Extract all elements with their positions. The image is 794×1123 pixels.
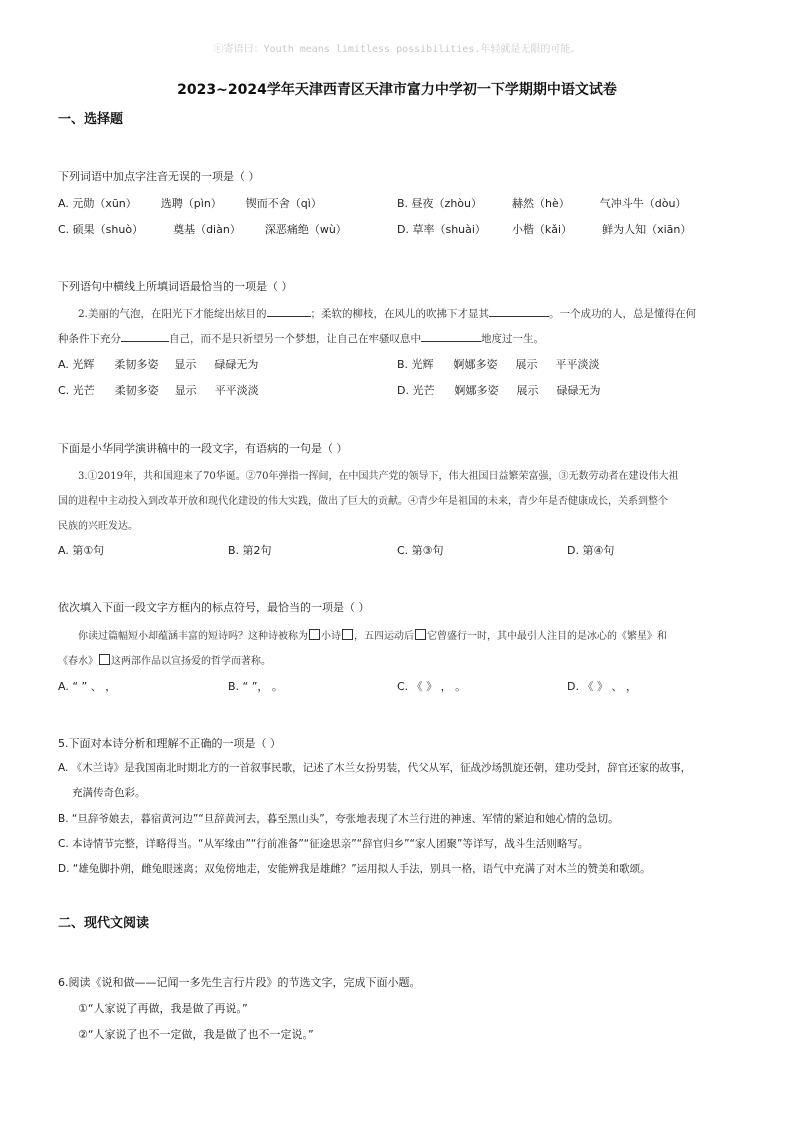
fill-blank — [267, 306, 311, 317]
option-d[interactable] — [397, 382, 600, 398]
question-stem: 依次填入下面一段文字方框内的标点符号，最恰当的一项是（ ） — [58, 601, 370, 614]
option-a[interactable]: A. “ ” 、 ， — [58, 680, 117, 693]
option-text: B. 光辉 — [397, 358, 434, 371]
passage-text: 2.美丽的气泡，在阳光下才能绽出炫目的 — [78, 308, 267, 320]
option-text: 平平淡淡 — [555, 358, 600, 371]
option-text: C. 光芒 — [58, 384, 95, 397]
option-text: 展示 — [516, 384, 539, 397]
passage-text: 种条件下充分 — [58, 333, 121, 345]
option-text: B. 昼夜（zhòu） — [397, 197, 482, 210]
passage-text: 这两部作品以宣扬爱的哲学而著称。 — [111, 656, 271, 667]
page-title: 2023~2024学年天津西青区天津市富力中学初一下学期期中语文试卷 — [177, 82, 617, 98]
passage-text: ；柔软的柳枝，在风儿的吹拂下才显其 — [310, 308, 490, 320]
option-a[interactable] — [58, 356, 258, 372]
option-a[interactable]: A. 第①句 — [58, 544, 105, 557]
passage-line — [78, 627, 667, 642]
option-b[interactable] — [397, 195, 686, 211]
passage-text: ，五四运动后 — [354, 631, 414, 642]
option-text: 深恶痛绝（wù） — [264, 223, 347, 236]
passage-line — [78, 306, 696, 321]
option-d[interactable] — [397, 221, 691, 237]
option-b[interactable]: B. 第2句 — [228, 544, 272, 557]
option-text: 平平淡淡 — [214, 384, 259, 397]
option-text: 选聘（pìn） — [160, 197, 222, 210]
option-d[interactable]: D. “雄兔脚扑朔，雌兔眼迷离；双兔傍地走，安能辨我是雄雌？”运用拟人手法，别具一格，语气中充满了对木兰的赞美和歌颂。 — [58, 863, 651, 875]
option-text: A. 元勋（xūn） — [58, 197, 137, 210]
question-stem: 下列词语中加点字注音无误的一项是（ ） — [58, 170, 260, 183]
fill-blank — [421, 331, 481, 342]
option-text: 婀娜多姿 — [453, 358, 498, 371]
punctuation-box — [342, 629, 353, 640]
question-stem: 5.下面对本诗分析和理解不正确的一项是（ ） — [58, 737, 281, 750]
option-b[interactable] — [397, 356, 600, 372]
fill-blank — [489, 306, 549, 317]
passage-text: 它曾盛行一时，其中最引人注目的是冰心的《繁星》和 — [427, 631, 667, 642]
passage-line: 民族的兴旺发达。 — [58, 521, 138, 532]
watermark: ⓒ寄语曰：Youth means limitless possibilities.年轻就是无限的可能。 — [213, 44, 581, 55]
passage-line: ①“人家说了再做，我是做了再说。” — [78, 1002, 248, 1015]
option-c[interactable]: C. 本诗情节完整，详略得当。“从军缘由”“行前准备”“征途思亲”“辞官归乡”“家人团聚”等详写，战斗生活则略写。 — [58, 838, 589, 850]
passage-line — [58, 652, 271, 667]
option-text: C. 硕果（shuò） — [58, 223, 144, 236]
option-text: 柔韧多姿 — [114, 358, 159, 371]
option-a[interactable] — [58, 195, 322, 211]
option-text: 柔韧多姿 — [114, 384, 159, 397]
option-c[interactable] — [58, 382, 259, 398]
passage-text: 你读过篇幅短小却蕴涵丰富的短诗吗？这种诗被称为 — [78, 631, 308, 642]
option-c[interactable]: C. 第③句 — [397, 544, 444, 557]
option-text: 气冲斗牛（dòu） — [599, 197, 687, 210]
option-text: 赫然（hè） — [512, 197, 570, 210]
passage-line: 3.①2019年，共和国迎来了70华诞。②70年弹指一挥间，在中国共产党的领导下，伟大祖国日益繁荣富强，③无数劳动者在建设伟大祖 — [78, 471, 679, 482]
option-text: 展示 — [515, 358, 538, 371]
section-heading-1: 一、选择题 — [58, 112, 124, 127]
option-d[interactable]: D. 第④句 — [567, 544, 615, 557]
question-stem: 下面是小华同学演讲稿中的一段文字，有语病的一句是（ ） — [58, 442, 348, 455]
passage-line: ②“人家说了也不一定做，我是做了也不一定说。” — [78, 1028, 314, 1041]
punctuation-box — [99, 654, 110, 665]
passage-text: 地度过一生。 — [481, 333, 544, 345]
fill-blank — [121, 331, 169, 342]
question-stem: 下列语句中横线上所填词语最恰当的一项是（ ） — [58, 280, 293, 293]
option-a-continued: 充满传奇色彩。 — [72, 787, 146, 799]
option-c[interactable] — [58, 221, 347, 237]
punctuation-box — [415, 629, 426, 640]
passage-text: 《春水》 — [58, 656, 98, 667]
option-text: 奠基（diàn） — [173, 223, 241, 236]
passage-text: 自己，而不是只祈望另一个梦想，让自己在牢骚叹息中 — [169, 333, 421, 345]
option-text: 锲而不舍（qì） — [245, 197, 322, 210]
option-d[interactable]: D. 《 》 、 ， — [567, 680, 637, 693]
passage-line — [58, 331, 544, 346]
option-text: 鲜为人知（xiān） — [602, 223, 692, 236]
option-text: 显示 — [174, 384, 197, 397]
option-text: 显示 — [174, 358, 197, 371]
option-b[interactable]: B. “旦辞爷娘去，暮宿黄河边”“旦辞黄河去，暮至黑山头”，夸张地表现了木兰行进的神速、军情的紧迫和她心情的急切。 — [58, 813, 619, 825]
section-heading-2: 二、现代文阅读 — [58, 916, 150, 931]
option-c[interactable]: C. 《 》 ， 。 — [397, 680, 467, 693]
option-text: D. 光芒 — [397, 384, 435, 397]
passage-line: 国的进程中主动投入到改革开放和现代化建设的伟大实践，做出了巨大的贡献。④青少年是祖国的未来，青少年是否健康成长，关系到整个 — [58, 496, 668, 507]
passage-text: 。一个成功的人，总是懂得在何 — [549, 308, 697, 320]
option-text: 小楷（kǎi） — [511, 223, 573, 236]
punctuation-box — [309, 629, 320, 640]
option-text: 碌碌无为 — [556, 384, 601, 397]
option-b[interactable]: B. “ ”， 。 — [228, 680, 283, 693]
option-text: 碌碌无为 — [214, 358, 259, 371]
option-text: D. 草率（shuài） — [397, 223, 486, 236]
option-text: 婀娜多姿 — [454, 384, 499, 397]
option-text: A. 光辉 — [58, 358, 95, 371]
question-stem: 6.阅读《说和做——记闻一多先生言行片段》的节选文字，完成下面小题。 — [58, 976, 421, 989]
passage-text: 小诗 — [321, 631, 341, 642]
option-a[interactable]: A. 《木兰诗》是我国南北时期北方的一首叙事民歌，记述了木兰女扮男装，代父从军，征战沙场凯旋还朝，建功受封，辞官还家的故事， — [58, 762, 692, 774]
